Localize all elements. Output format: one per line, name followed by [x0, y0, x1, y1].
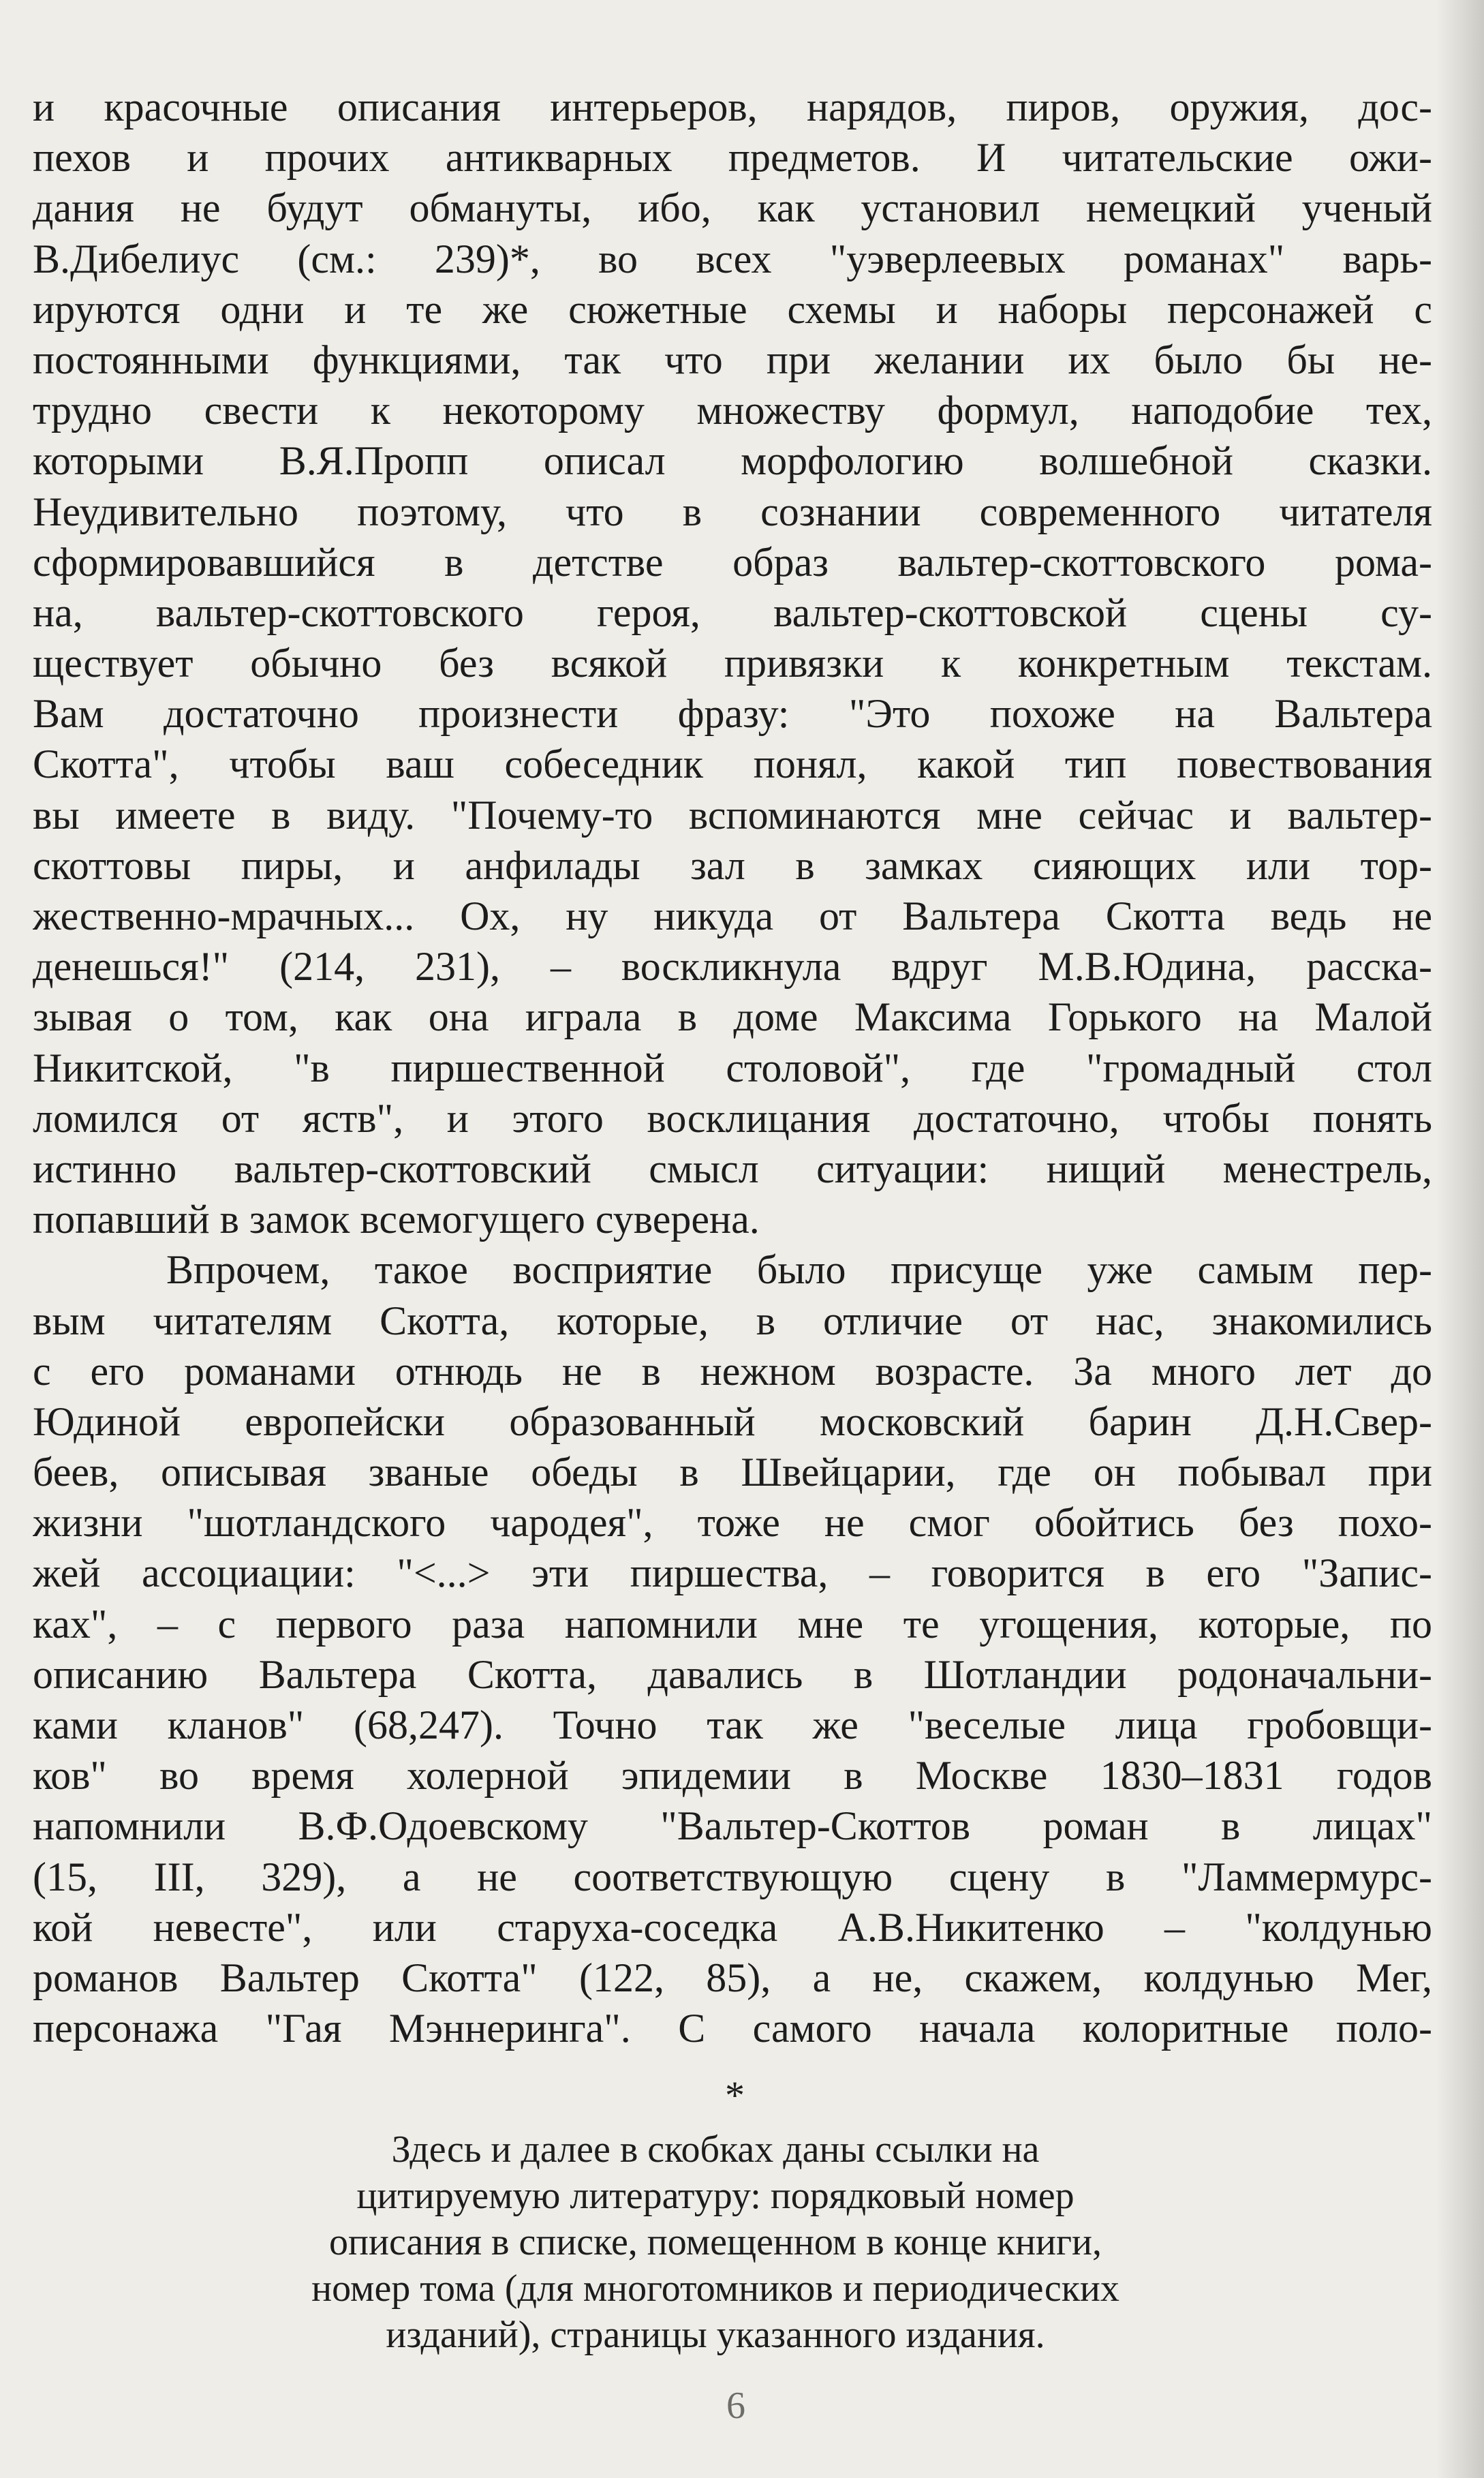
text-line: и красочные описания интерьеров, нарядов, пиров, оружия, дос-	[33, 85, 1432, 129]
footnote	[136, 2126, 1295, 2358]
text-line: персонажа "Гая Мэннеринга". С самого начала колоритные поло-	[33, 2006, 1432, 2051]
text-line: ломился от яств", и этого восклицания достаточно, чтобы понять	[33, 1095, 1432, 1141]
text-line: сформировавшийся в детстве образ вальтер-скоттовского рома-	[33, 539, 1432, 585]
text-line: жественно-мрачных... Ох, ну никуда от Вальтера Скотта ведь не	[33, 893, 1432, 938]
text-line: постоянными функциями, так что при желании их было бы не-	[33, 337, 1432, 382]
text-line: Скотта", чтобы ваш собеседник понял, какой тип повествования	[33, 741, 1432, 787]
text-line: пехов и прочих антикварных предметов. И читательские ожи-	[33, 135, 1432, 181]
text-line: вым читателям Скотта, которые, в отличие от нас, знакомились	[33, 1298, 1432, 1343]
text-line: Никитской, "в пиршественной столовой", где "громадный стол	[33, 1045, 1432, 1090]
text-line: напомнили В.Ф.Одоевскому "Вальтер-Скоттов роман в лицах"	[33, 1803, 1432, 1849]
text-line: кой невесте", или старуха-соседка А.В.Никитенко – "колдунью	[33, 1904, 1432, 1950]
text-line: ществует обычно без всякой привязки к конкретным текстам.	[33, 641, 1432, 686]
text-line: ков" во время холерной эпидемии в Москве 1830–1831 годов	[33, 1753, 1432, 1799]
page-number: 6	[726, 2385, 745, 2427]
text-line: на, вальтер-скоттовского героя, вальтер-скоттовской сцены су-	[33, 590, 1432, 635]
text-line: ках", – с первого раза напомнили мне те угощения, которые, по	[33, 1601, 1432, 1647]
text-line: вы имеете в виду. "Почему-то вспоминаются мне сейчас и вальтер-	[33, 792, 1432, 838]
text-line: Вам достаточно произнести фразу: "Это похоже на Вальтера	[33, 691, 1432, 737]
text-line: ируются одни и те же сюжетные схемы и наборы персонажей с	[33, 286, 1432, 332]
paragraph-start-line: Впрочем, такое восприятие было присуще уже самым пер-	[166, 1247, 1432, 1293]
footnote-line: описания в списке, помещенном в конце книги,	[329, 2221, 1102, 2263]
text-line: с его романами отнюдь не в нежном возрасте. За много лет до	[33, 1348, 1432, 1394]
footnote-line: Здесь и далее в скобках даны ссылки на	[391, 2128, 1040, 2171]
text-line: денешься!" (214, 231), – воскликнула вдруг М.В.Юдина, расска-	[33, 944, 1432, 990]
text-line: трудно свести к некоторому множеству формул, наподобие тех,	[33, 388, 1432, 433]
text-line: описанию Вальтера Скотта, давались в Шотландии родоначальни-	[33, 1651, 1432, 1697]
footnote-asterisk: *	[725, 2073, 745, 2117]
text-line: романов Вальтер Скотта" (122, 85), а не, скажем, колдунью Мег,	[33, 1955, 1432, 2000]
text-line: Юдиной европейски образованный московский барин Д.Н.Свер-	[33, 1398, 1432, 1444]
paragraph-end-line: попавший в замок всемогущего суверена.	[33, 1197, 760, 1242]
text-line: Неудивительно поэтому, что в сознании современного читателя	[33, 489, 1432, 534]
text-line: ками кланов" (68,247). Точно так же "веселые лица гробовщи-	[33, 1702, 1432, 1747]
page-edge-shadow	[1436, 0, 1484, 2478]
text-line: жей ассоциации: "<...> эти пиршества, – говорится в его "Запис-	[33, 1550, 1432, 1596]
text-line: (15, III, 329), а не соответствующую сцену в "Ламмермурс-	[33, 1854, 1432, 1899]
text-line: скоттовы пиры, и анфилады зал в замках сияющих или тор-	[33, 842, 1432, 888]
text-line: истинно вальтер-скоттовский смысл ситуации: нищий менестрель,	[33, 1146, 1432, 1191]
footnote-line: номер тома (для многотомников и периодических	[311, 2267, 1119, 2310]
text-line: дания не будут обмануты, ибо, как установил немецкий ученый	[33, 185, 1432, 231]
text-line: жизни "шотландского чародея", тоже не смог обойтись без похо-	[33, 1500, 1432, 1546]
text-line: беев, описывая званые обеды в Швейцарии, где он побывал при	[33, 1450, 1432, 1495]
text-line: зывая о том, как она играла в доме Максима Горького на Малой	[33, 994, 1432, 1040]
footnote-line: изданий), страницы указанного издания.	[386, 2314, 1045, 2356]
text-line: В.Дибелиус (см.: 239)*, во всех "уэверлеевых романах" варь-	[33, 236, 1432, 281]
text-line: которыми В.Я.Пропп описал морфологию волшебной сказки.	[33, 438, 1432, 484]
main-text	[33, 82, 1432, 2053]
footnote-line: цитируемую литературу: порядковый номер	[356, 2175, 1075, 2217]
